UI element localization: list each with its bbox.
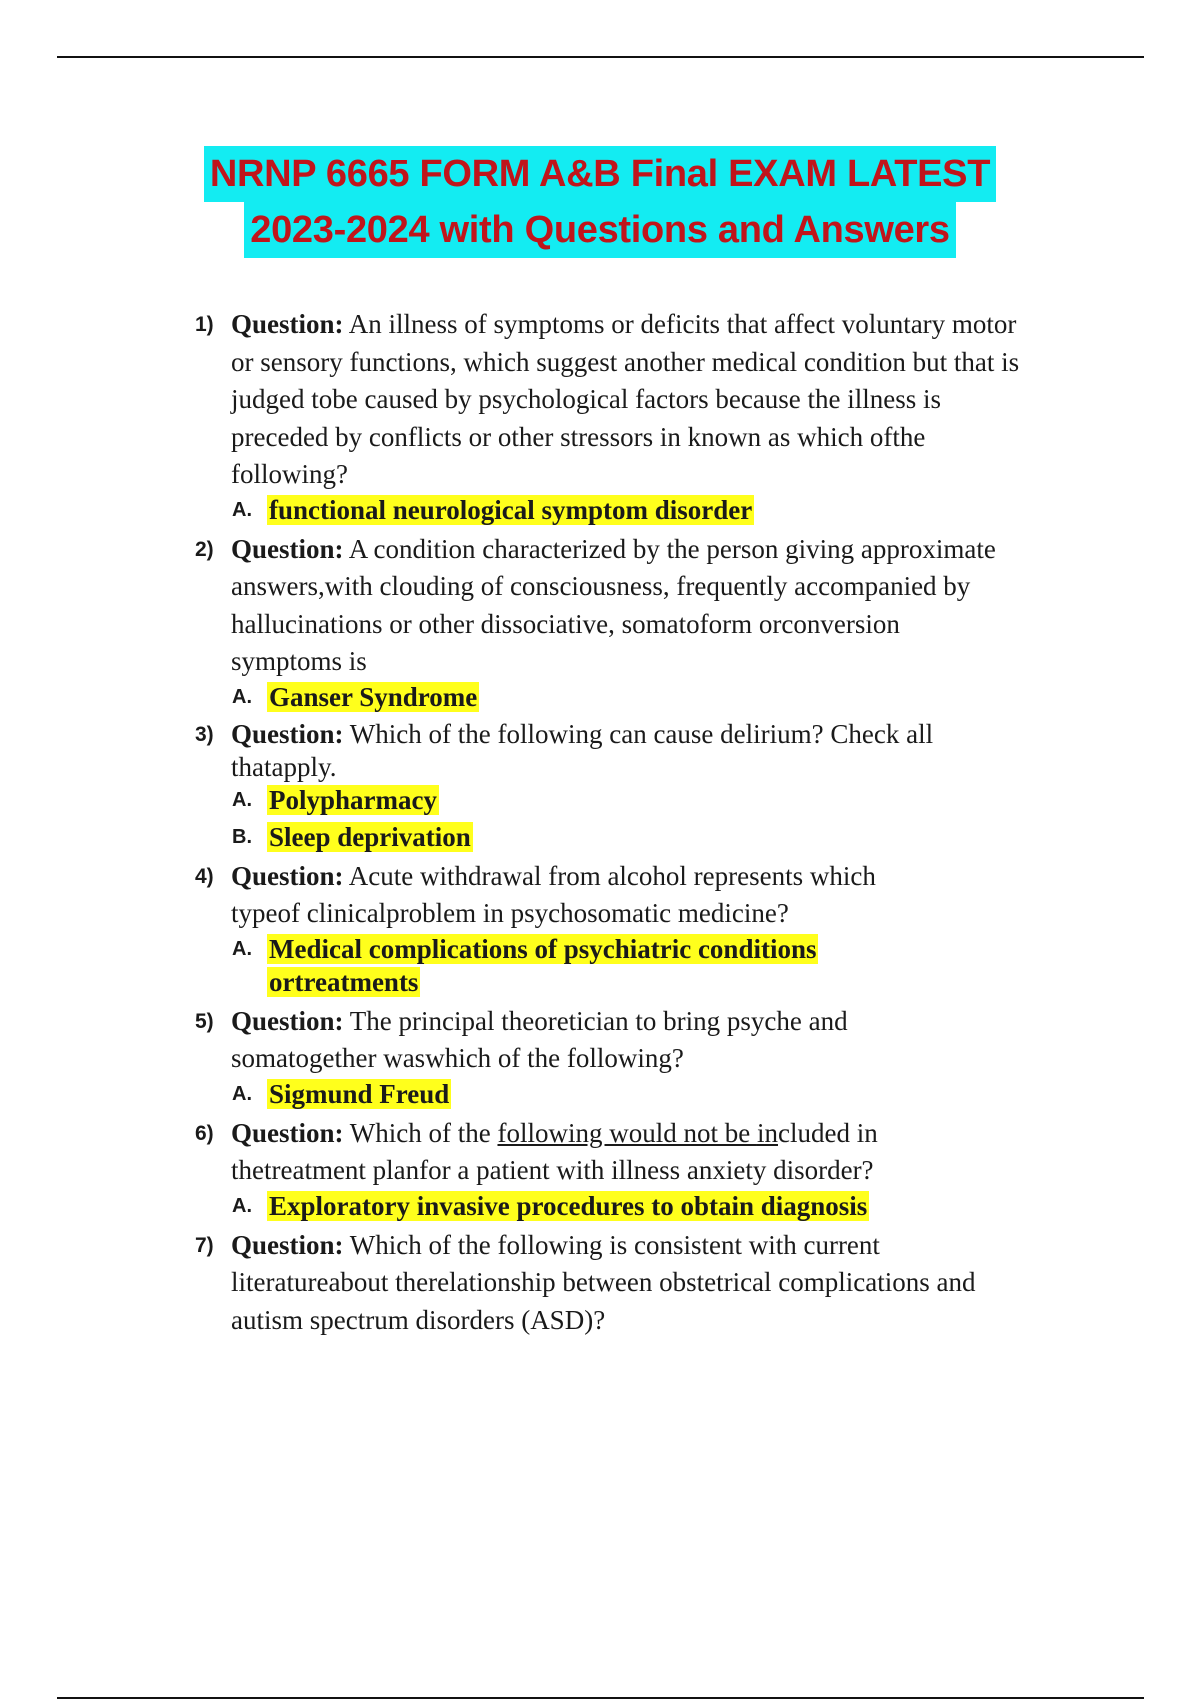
question-3: [195, 718, 1031, 784]
question-number: 6): [195, 1121, 214, 1145]
question-label: Question:: [231, 1117, 344, 1148]
question-7: [195, 1227, 1021, 1340]
question-number: 1): [195, 313, 214, 336]
question-label: Question:: [231, 860, 344, 891]
question-list: [195, 306, 1025, 1339]
question-label: Question:: [231, 309, 344, 339]
answer-text: Ganser Syndrome: [269, 681, 478, 712]
question-text: The principal theoretician to bring psyche and somatogether waswhich of the following?: [231, 1005, 848, 1073]
question-label: Question:: [231, 533, 344, 564]
question-2: [195, 531, 1001, 681]
top-rule: [57, 56, 1144, 58]
answer-text: Medical complications of psychiatric conditions ortreatments: [269, 933, 817, 997]
question-text-underlined: in: [756, 1117, 778, 1148]
question-text: Acute withdrawal from alcohol represents which typeof clinicalproblem in psychosomatic medicine?: [231, 860, 876, 928]
title-line-1: NRNP 6665 FORM A&B Final EXAM LATEST: [204, 146, 996, 202]
question-number: 7): [195, 1233, 214, 1257]
question-5: [195, 1003, 931, 1078]
answer-text: Sleep deprivation: [269, 821, 471, 852]
answer-2a: [195, 681, 1025, 714]
answer-text: Sigmund Freud: [269, 1078, 450, 1109]
answer-letter: A.: [232, 788, 252, 811]
answer-text: Exploratory invasive procedures to obtain diagnosis: [269, 1190, 868, 1221]
question-text: cluded in thetreatment planfor a patient with illness anxiety disorder?: [231, 1117, 878, 1185]
question-label: Question:: [231, 718, 344, 749]
title-line-2: 2023-2024 with Questions and Answers: [244, 202, 956, 258]
answer-1a: [195, 494, 1025, 527]
question-text: A condition characterized by the person giving approximate answers,with clouding of consciousness, frequently accompanied by hallucinations or other dissociative, somatoform orconversion symptoms is: [231, 533, 996, 676]
answer-letter: B.: [232, 825, 252, 848]
answer-4a: [195, 933, 827, 999]
answer-5a: [195, 1078, 1025, 1111]
question-number: 4): [195, 864, 214, 888]
question-1: [195, 306, 1031, 494]
question-number: 3): [195, 722, 214, 746]
question-text: Which of the following can cause delirium? Check all thatapply.: [231, 718, 934, 782]
answer-3b: [195, 821, 1025, 854]
question-4: [195, 858, 921, 933]
question-label: Question:: [231, 1229, 344, 1260]
answer-text: Polypharmacy: [269, 784, 437, 815]
answer-letter: A.: [232, 1082, 252, 1105]
question-text: Which of the: [349, 1117, 498, 1148]
question-text-underlined: following would not be: [497, 1117, 757, 1148]
question-6: [195, 1115, 931, 1190]
question-text: Which of the following is consistent with current literatureabout therelationship between obstetrical complications and autism spectrum disorders (ASD)?: [231, 1229, 976, 1335]
question-label: Question:: [231, 1005, 344, 1036]
answer-3a: [195, 784, 1025, 817]
answer-letter: A.: [232, 498, 252, 521]
question-number: 5): [195, 1009, 214, 1033]
answer-text: functional neurological symptom disorder: [269, 494, 753, 525]
document-title: [0, 146, 1200, 258]
bottom-rule: [57, 1697, 1144, 1699]
question-number: 2): [195, 537, 214, 561]
question-text: An illness of symptoms or deficits that affect voluntary motor or sensory functions, which suggest another medical condition but that is judged tobe caused by psychological factors because the illness is preceded by conflicts or other stressors in known as which ofthe following?: [231, 309, 1020, 489]
answer-letter: A.: [232, 685, 252, 708]
answer-letter: A.: [232, 1194, 252, 1217]
answer-6a: [195, 1190, 967, 1223]
answer-letter: A.: [232, 937, 252, 960]
